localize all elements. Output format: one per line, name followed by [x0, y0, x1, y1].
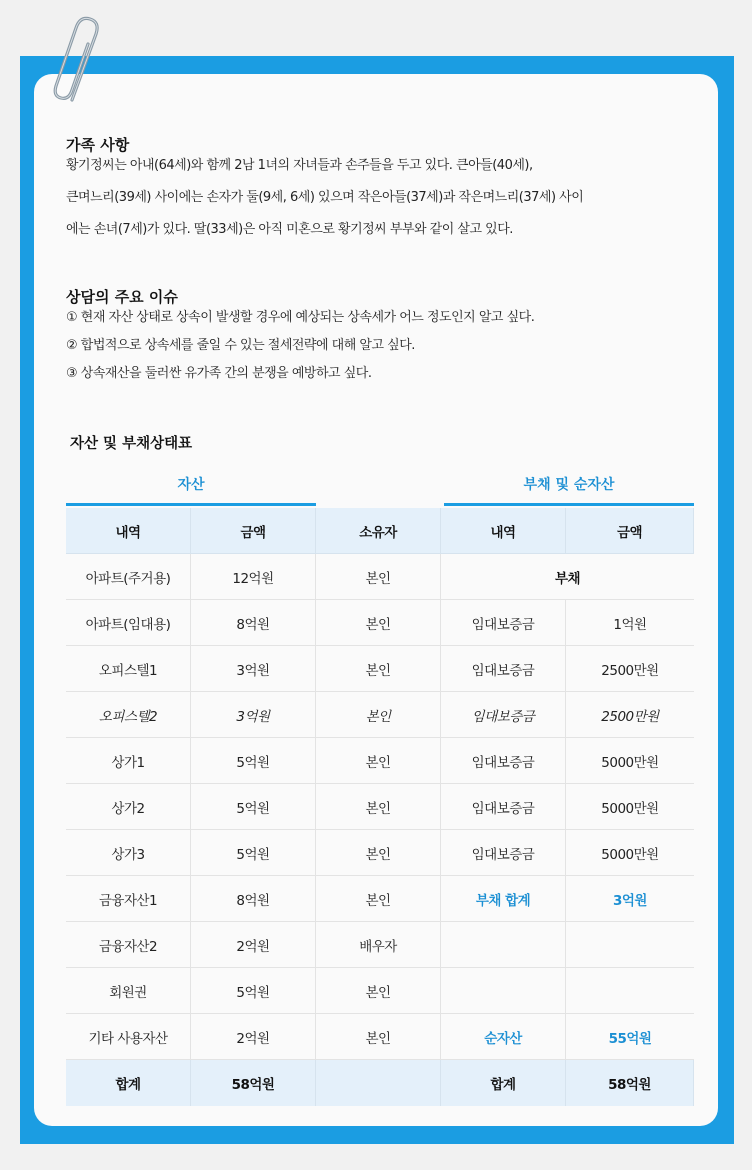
total-cell: 합계 [441, 1060, 566, 1106]
header-cell: 내역 [441, 508, 566, 553]
table-cell: 배우자 [316, 922, 441, 967]
family-description [66, 150, 696, 246]
table-cell: 2500만원 [601, 662, 659, 679]
net-asset-label: 순자산 [441, 1014, 566, 1059]
total-cell: 58억원 [566, 1060, 694, 1106]
table-row [66, 922, 694, 968]
total-cell [316, 1060, 441, 1106]
table-row [66, 968, 694, 1014]
table-row [66, 554, 694, 600]
table-cell: 5억원 [191, 968, 316, 1013]
table-cell: 임대보증금 [441, 692, 566, 737]
table-cell: 8억원 [191, 876, 316, 921]
table-row [66, 646, 694, 692]
net-asset-value: 55억원 [608, 1030, 652, 1047]
table-cell: 임대보증금 [441, 600, 566, 645]
table-cell: 5000만원 [601, 754, 659, 771]
table-cell: 12억원 [191, 554, 316, 599]
issue-item: ② 합법적으로 상속세를 줄일 수 있는 절세전략에 대해 알고 싶다. [66, 338, 415, 353]
liability-total-label: 부채 합계 [441, 876, 566, 921]
table-cell: 회원권 [66, 968, 191, 1013]
issue-item: ① 현재 자산 상태로 상속이 발생할 경우에 예상되는 상속세가 어느 정도인지 알고 싶다. [66, 310, 535, 325]
table-row [66, 784, 694, 830]
assets-group-label: 자산 [177, 477, 205, 493]
table-row [66, 876, 694, 922]
table-row [66, 600, 694, 646]
table-cell: 2억원 [191, 922, 316, 967]
table-cell: 아파트(주거용) [66, 554, 191, 599]
liability-section-label: 부채 [554, 570, 581, 587]
table-header-row [66, 508, 694, 554]
liabilities-group-rule [444, 503, 694, 506]
table-cell [566, 968, 694, 1013]
table-cell [566, 922, 694, 967]
family-line: 황기정씨는 아내(64세)와 함께 2남 1녀의 자녀들과 손주들을 두고 있다. 큰아들(40세), [66, 158, 533, 173]
table-cell: 본인 [316, 1014, 441, 1059]
table-cell: 8억원 [191, 600, 316, 645]
table-cell: 3억원 [191, 692, 316, 737]
family-section-title: 가족 사항 [66, 136, 130, 154]
table-cell: 본인 [316, 554, 441, 599]
issues-section-title: 상담의 주요 이슈 [66, 288, 178, 306]
table-cell: 1억원 [613, 616, 647, 633]
table-cell: 임대보증금 [441, 784, 566, 829]
balance-sheet-table [66, 508, 694, 1106]
table-row [66, 830, 694, 876]
table-row [66, 692, 694, 738]
table-cell: 상가1 [66, 738, 191, 783]
issue-item: ③ 상속재산을 둘러싼 유가족 간의 분쟁을 예방하고 싶다. [66, 366, 372, 381]
table-cell: 5억원 [191, 784, 316, 829]
table-title: 자산 및 부채상태표 [70, 436, 193, 452]
table-cell: 임대보증금 [441, 738, 566, 783]
total-cell: 합계 [66, 1060, 191, 1106]
table-cell: 5억원 [191, 830, 316, 875]
table-cell: 금융자산1 [66, 876, 191, 921]
table-cell: 5억원 [191, 738, 316, 783]
paperclip-icon [46, 16, 110, 108]
table-cell: 본인 [316, 692, 441, 737]
table-cell: 2억원 [191, 1014, 316, 1059]
table-cell: 임대보증금 [441, 646, 566, 691]
table-cell: 본인 [316, 830, 441, 875]
family-line: 큰며느리(39세) 사이에는 손자가 둘(9세, 6세) 있으며 작은아들(37세)과 작은며느리(37세) 사이 [66, 190, 584, 205]
table-cell: 상가2 [66, 784, 191, 829]
table-cell: 기타 사용자산 [66, 1014, 191, 1059]
table-cell: 5000만원 [601, 800, 659, 817]
table-cell: 금융자산2 [66, 922, 191, 967]
assets-group-rule [66, 503, 316, 506]
table-row [66, 1014, 694, 1060]
header-cell: 금액 [191, 508, 316, 553]
table-total-row [66, 1060, 694, 1106]
header-cell: 금액 [566, 508, 694, 553]
table-cell: 아파트(임대용) [66, 600, 191, 645]
table-cell: 본인 [316, 600, 441, 645]
table-cell: 오피스텔2 [66, 692, 191, 737]
issues-list [66, 304, 696, 388]
table-cell: 본인 [316, 784, 441, 829]
table-cell: 5000만원 [601, 846, 659, 863]
liabilities-group-label: 부채 및 순자산 [523, 477, 615, 493]
table-row [66, 738, 694, 784]
table-cell: 오피스텔1 [66, 646, 191, 691]
table-cell: 본인 [316, 968, 441, 1013]
table-cell: 본인 [316, 738, 441, 783]
liability-total-value: 3억원 [613, 892, 647, 909]
table-cell: 상가3 [66, 830, 191, 875]
table-cell [441, 922, 566, 967]
header-cell: 내역 [66, 508, 191, 553]
total-cell: 58억원 [191, 1060, 316, 1106]
table-cell: 2500만원 [601, 708, 659, 725]
table-cell: 본인 [316, 876, 441, 921]
header-cell: 소유자 [316, 508, 441, 553]
table-cell: 임대보증금 [441, 830, 566, 875]
table-cell: 본인 [316, 646, 441, 691]
table-cell [441, 968, 566, 1013]
family-line: 에는 손녀(7세)가 있다. 딸(33세)은 아직 미혼으로 황기정씨 부부와 같이 살고 있다. [66, 222, 513, 237]
table-cell: 3억원 [191, 646, 316, 691]
